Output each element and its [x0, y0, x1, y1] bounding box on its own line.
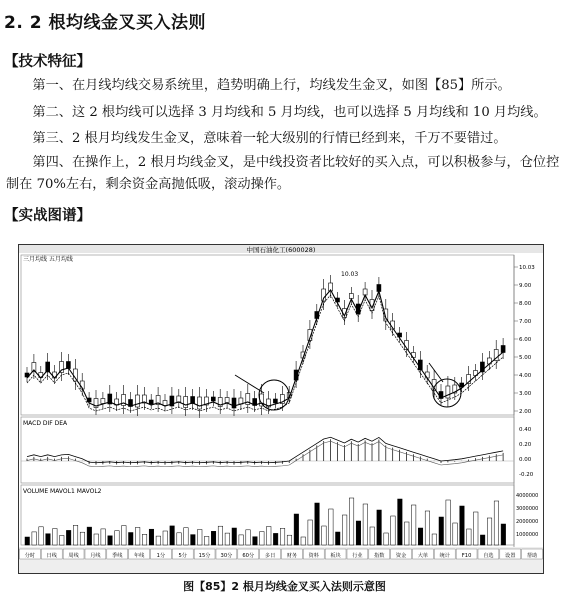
volume-bar: [467, 529, 472, 545]
volume-bar: [46, 534, 51, 545]
volume-bar: [405, 522, 410, 545]
figure-caption: 图【85】2 根月均线金叉买入法则示意图: [183, 580, 386, 593]
candle: [149, 400, 153, 404]
price-tick-label: 6.00: [519, 337, 532, 343]
volume-bar: [39, 527, 44, 545]
volume-bar: [108, 536, 113, 545]
section-chart: 【实战图谱】: [4, 208, 91, 224]
arrow-2: [429, 363, 443, 382]
chart-tab[interactable]: 大单: [417, 553, 429, 559]
volume-bar: [142, 534, 147, 545]
chart-tab[interactable]: 统计: [439, 553, 450, 559]
volume-legend: VOLUME MAVOL1 MAVOL2: [23, 488, 102, 495]
volume-bars: [25, 498, 506, 545]
volume-tick-label: 2000000: [516, 519, 539, 525]
volume-bar: [418, 528, 423, 545]
chart-tab[interactable]: 分时: [24, 553, 36, 559]
volume-bar: [301, 537, 306, 545]
volume-bar: [411, 505, 416, 545]
macd-legend: MACD DIF DEA: [23, 420, 68, 427]
volume-bar: [384, 533, 389, 545]
volume-bar: [356, 521, 361, 545]
volume-bar: [25, 537, 30, 545]
volume-bar: [232, 528, 237, 545]
chart-tab[interactable]: 年线: [133, 553, 145, 559]
chart-tab[interactable]: F10: [461, 553, 472, 559]
price-tick-label: 10.03: [519, 265, 535, 271]
volume-bar: [322, 526, 327, 545]
chart-tab[interactable]: 板块: [330, 553, 341, 559]
volume-bar: [474, 512, 479, 545]
volume-bar: [280, 528, 285, 545]
volume-bar: [425, 511, 430, 545]
volume-bar: [211, 531, 216, 545]
volume-bar: [198, 530, 203, 546]
volume-bar: [149, 529, 154, 545]
section-technical-features: 【技术特征】: [4, 54, 91, 70]
price-tick-label: 5.00: [519, 355, 532, 361]
candle: [198, 397, 202, 409]
volume-bar: [129, 533, 134, 546]
volume-bar: [246, 530, 251, 545]
volume-bar: [204, 536, 209, 545]
chart-tab[interactable]: 自选: [483, 553, 494, 559]
chart-tab[interactable]: 资料: [308, 553, 319, 559]
candle: [101, 399, 105, 404]
price-axis: [514, 265, 535, 415]
volume-bar: [267, 527, 272, 546]
macd-axis: [519, 427, 534, 478]
ma-line-fast: [27, 290, 503, 406]
volume-bar: [363, 504, 368, 545]
macd-tick-label: -0.20: [519, 472, 534, 478]
chart-tab[interactable]: 1分: [156, 553, 166, 559]
volume-bar: [370, 527, 375, 545]
volume-bar: [218, 526, 223, 545]
chart-tab[interactable]: 指数: [374, 553, 385, 559]
ma-line-slow: [27, 295, 503, 411]
price-tick-label: 8.00: [519, 301, 532, 307]
volume-bar: [253, 537, 258, 545]
volume-bar: [308, 520, 313, 545]
chart-tab[interactable]: 周线: [68, 553, 79, 559]
chart-tab[interactable]: 月线: [90, 553, 101, 559]
chart-tab[interactable]: 行业: [352, 553, 363, 559]
price-tick-label: 7.00: [519, 319, 532, 325]
chart-top-title: 中国石油化工(600028): [246, 246, 316, 254]
volume-bar: [501, 524, 506, 545]
volume-bar: [239, 535, 244, 545]
paragraph-2: 第二、这 2 根均线可以选择 3 月均线和 5 月均线，也可以选择 5 月均线和 10 月均线。: [32, 105, 547, 120]
chart-tab[interactable]: 5分: [178, 553, 187, 559]
volume-bar: [487, 518, 492, 545]
volume-axis: [516, 493, 538, 538]
price-tick-label: 3.00: [519, 391, 532, 397]
volume-bar: [432, 534, 437, 545]
volume-bar: [163, 531, 168, 545]
candle: [225, 398, 229, 403]
arrow-1: [235, 375, 264, 393]
candle: [273, 399, 277, 403]
volume-bar: [135, 527, 140, 545]
volume-bar: [122, 526, 127, 545]
volume-bar: [225, 533, 230, 545]
volume-bar: [73, 525, 78, 545]
chart-tab[interactable]: 60分: [242, 553, 255, 559]
volume-bar: [377, 510, 382, 545]
candle: [501, 346, 505, 353]
volume-bar: [53, 529, 58, 545]
price-tick-label: 4.00: [519, 373, 532, 379]
peak-label: 10.03: [341, 271, 359, 278]
volume-bar: [94, 534, 99, 545]
chart-tab[interactable]: 季线: [112, 553, 123, 559]
price-tick-label: 9.00: [519, 283, 532, 289]
candle: [163, 401, 167, 406]
volume-bar: [115, 531, 120, 545]
volume-bar: [342, 515, 347, 545]
volume-bar: [294, 514, 299, 545]
chart-figure: [18, 244, 544, 574]
volume-bar: [32, 532, 37, 545]
volume-bar: [66, 530, 71, 545]
chart-tab[interactable]: 帮助: [526, 553, 538, 559]
volume-bar: [391, 516, 396, 545]
macd-tick-label: 0.40: [519, 427, 532, 433]
page-heading: 2. 2 根均线金叉买入法则: [4, 13, 206, 33]
paragraph-4: 第四、在操作上，2 根月均线金叉，是中线投资者比较好的买入点，可以积极参与，仓位控制在 70%左右，剩余资金高抛低吸，滚动操作。: [6, 155, 560, 192]
volume-bar: [398, 499, 403, 545]
volume-bar: [87, 527, 92, 545]
volume-tick-label: 4000000: [516, 493, 539, 499]
paragraph-3: 第三、2 根月均线发生金叉，意味着一轮大级别的行情已经到来，千万不要错过。: [32, 131, 507, 146]
candle: [211, 397, 215, 401]
volume-bar: [287, 535, 292, 545]
chart-tab[interactable]: 财务: [286, 553, 298, 559]
chart-tab[interactable]: 30分: [220, 553, 233, 559]
volume-tick-label: 3000000: [516, 506, 539, 512]
candle: [135, 395, 139, 407]
chart-tab[interactable]: 资金: [395, 553, 407, 559]
volume-bar: [494, 501, 499, 545]
volume-bar: [191, 535, 196, 545]
volume-bar: [177, 533, 182, 545]
volume-bar: [273, 533, 278, 545]
volume-bar: [460, 506, 465, 545]
paragraph-1: 第一、在月线均线交易系统里，趋势明确上行，均线发生金叉，如图【85】所示。: [32, 78, 511, 93]
ma-legend: 三月均线 五月均线: [23, 256, 73, 263]
volume-bar: [101, 529, 106, 545]
macd-tick-label: 0.20: [519, 442, 532, 448]
volume-bar: [336, 532, 341, 545]
volume-bar: [439, 517, 444, 545]
volume-bar: [446, 500, 451, 545]
candle: [184, 397, 188, 408]
volume-bar: [156, 536, 161, 545]
volume-bar: [315, 503, 320, 545]
volume-bar: [453, 523, 458, 545]
candle: [349, 294, 353, 299]
chart-tab[interactable]: 多日: [264, 553, 276, 559]
volume-bar: [80, 532, 85, 545]
volume-bar: [480, 535, 485, 545]
chart-tab[interactable]: 设置: [505, 553, 516, 559]
macd-indicator: [21, 437, 514, 467]
volume-bar: [170, 526, 175, 545]
chart-tab[interactable]: 日线: [46, 553, 57, 559]
volume-bar: [329, 509, 334, 545]
volume-bar: [349, 498, 354, 545]
volume-tick-label: 1000000: [516, 532, 539, 538]
chart-tab[interactable]: 15分: [198, 553, 211, 559]
candle: [177, 396, 181, 402]
price-tick-label: 2.00: [519, 409, 532, 415]
volume-bar: [60, 536, 65, 546]
macd-tick-label: 0.00: [519, 457, 532, 463]
volume-bar: [260, 532, 265, 545]
stock-chart: [19, 245, 543, 573]
volume-bar: [184, 528, 189, 545]
